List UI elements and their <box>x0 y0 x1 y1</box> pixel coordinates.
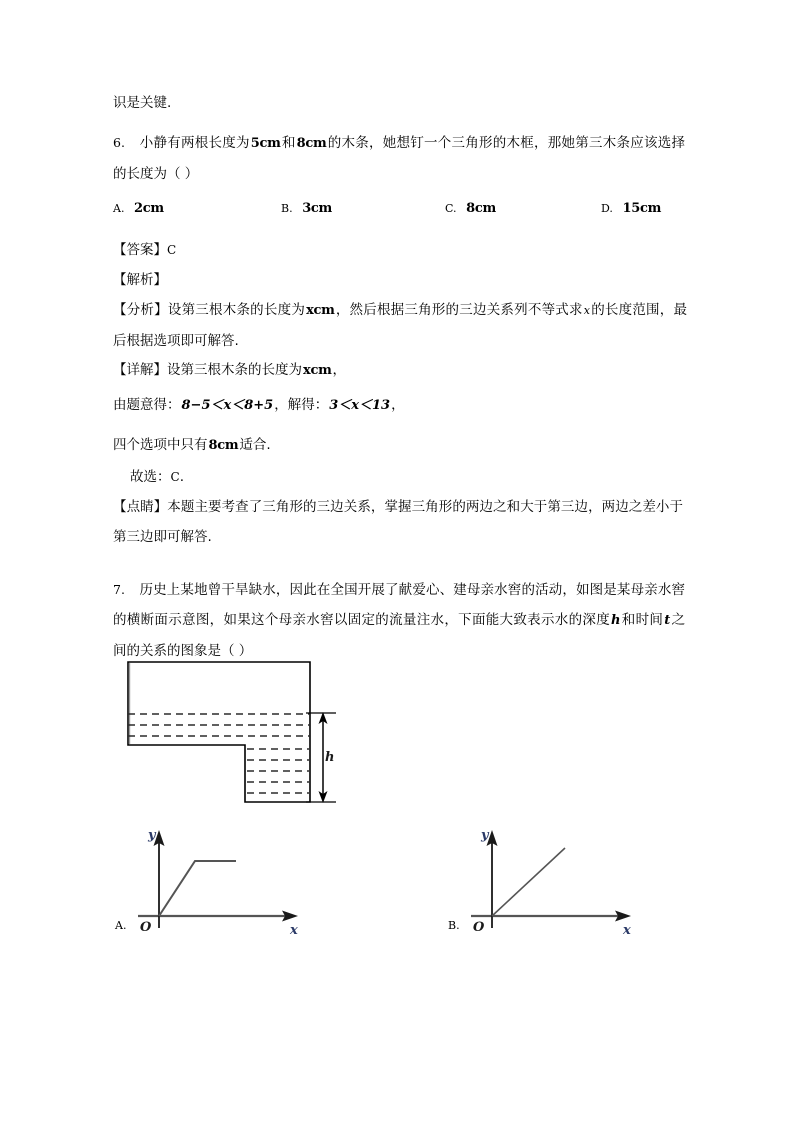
option-a-letter: A. <box>113 202 125 215</box>
fenxi-variable-2: x <box>583 304 590 317</box>
plot-line <box>159 861 236 916</box>
option-b-letter-bottom[interactable]: B. <box>448 919 460 932</box>
x-axis-label: x <box>290 923 298 937</box>
choose-period: . <box>179 469 184 485</box>
origin-label: O <box>473 920 485 935</box>
only-prefix: 四个选项中只有 <box>113 437 208 453</box>
option-b-graph[interactable] <box>445 812 735 937</box>
question-6-options <box>113 200 693 220</box>
water-cellar-figure <box>118 650 358 820</box>
question-6-dianjing <box>113 492 683 552</box>
question-7-var-t: t <box>664 613 671 628</box>
analysis-label: 【解析】 <box>113 272 167 288</box>
question-6-xiangjie <box>113 355 683 386</box>
option-c[interactable] <box>445 200 497 216</box>
question-7-number: 7. <box>113 582 125 597</box>
origin-label: O <box>140 920 152 935</box>
option-b[interactable] <box>281 200 333 216</box>
question-6-length-b: 8cm <box>296 136 327 151</box>
xiangjie-variable: xcm <box>303 363 332 378</box>
deduce-middle: ，解得： <box>274 397 329 413</box>
inequality-expression: 8−5＜x＜8+5 <box>181 398 274 413</box>
question-6-final-choice <box>130 462 700 492</box>
previous-answer-fragment <box>113 88 683 118</box>
y-axis-label: y <box>481 828 489 843</box>
option-d[interactable] <box>601 200 662 216</box>
option-a-graph[interactable] <box>112 812 402 937</box>
xiangjie-label: 【详解】 <box>113 362 167 378</box>
question-7-stem-part-2: 和时间 <box>621 612 664 628</box>
option-c-letter: C. <box>445 202 457 215</box>
upper-water-levels <box>128 714 310 736</box>
option-b-value: 3cm <box>302 201 333 216</box>
option-a[interactable] <box>113 200 165 216</box>
xiangjie-part-1: 设第三根木条的长度为 <box>167 362 302 378</box>
only-value: 8cm <box>208 438 239 453</box>
fenxi-variable: xcm <box>306 303 335 318</box>
deduce-prefix: 由题意得： <box>113 397 181 413</box>
only-suffix: 适合. <box>239 437 271 453</box>
answer-label: 【答案】 <box>113 242 167 258</box>
question-6-only-option <box>113 430 683 461</box>
question-6-length-a: 5cm <box>250 136 281 151</box>
x-axis-label: x <box>623 923 631 937</box>
question-6-stem-and: 和 <box>281 135 296 151</box>
inequality-solution: 3＜x＜13 <box>329 398 391 413</box>
option-a-letter-bottom[interactable]: A. <box>115 919 127 932</box>
question-6-analysis-label <box>113 265 683 295</box>
fenxi-part-3: 的长度范围，最后根据选项即可解答. <box>113 302 687 349</box>
question-6-stem-part-2: 的木条，她想钉一个三角形的木框，那她第三木条应该选择的长度为（ ） <box>113 135 686 182</box>
choose-value: C <box>170 470 180 484</box>
cellar-outline <box>128 662 310 802</box>
question-6-answer-line <box>113 235 683 265</box>
option-d-letter: D. <box>601 202 613 215</box>
option-c-value: 8cm <box>466 201 496 216</box>
fenxi-part-2: ，然后根据三角形的三边关系列不等式求 <box>335 302 583 318</box>
deduce-suffix: ， <box>391 397 405 413</box>
question-6-stem <box>113 128 685 189</box>
fragment-text: 识是关键. <box>113 95 172 111</box>
question-6-number: 6. <box>113 135 125 150</box>
question-7-stem-part-1: 历史上某地曾干旱缺水，因此在全国开展了献爱心、建母亲水窖的活动，如图是某母亲水窖的横断面示意图，如果这个母亲水窖以固定的流量注水，下面能大致表示水的深度 <box>113 582 685 628</box>
plot-line <box>492 848 565 916</box>
fenxi-label: 【分析】 <box>113 302 168 318</box>
question-7-stem-part-3: 之间的关系的图象是（ ） <box>113 612 686 659</box>
y-axis-label: y <box>148 828 156 843</box>
option-a-value: 2cm <box>134 201 164 216</box>
question-7-var-h: h <box>611 613 621 628</box>
question-6-fenxi <box>113 295 687 356</box>
dianjing-label: 【点睛】 <box>113 499 168 515</box>
choose-line: 故选： <box>130 469 171 485</box>
lower-water-levels <box>247 749 309 793</box>
option-b-letter: B. <box>281 202 293 215</box>
fenxi-part-1: 设第三根木条的长度为 <box>167 302 306 318</box>
question-6-stem-part-1: 小静有两根长度为 <box>139 135 250 151</box>
dianjing-text: 本题主要考查了三角形的三边关系，掌握三角形的两边之和大于第三边，两边之差小于第三边即可解答. <box>113 499 684 545</box>
question-6-deduction <box>113 390 683 421</box>
depth-label-h: h <box>325 750 335 765</box>
answer-value: C <box>167 243 177 257</box>
xiangjie-part-2: ， <box>332 362 347 378</box>
option-d-value: 15cm <box>622 201 662 216</box>
